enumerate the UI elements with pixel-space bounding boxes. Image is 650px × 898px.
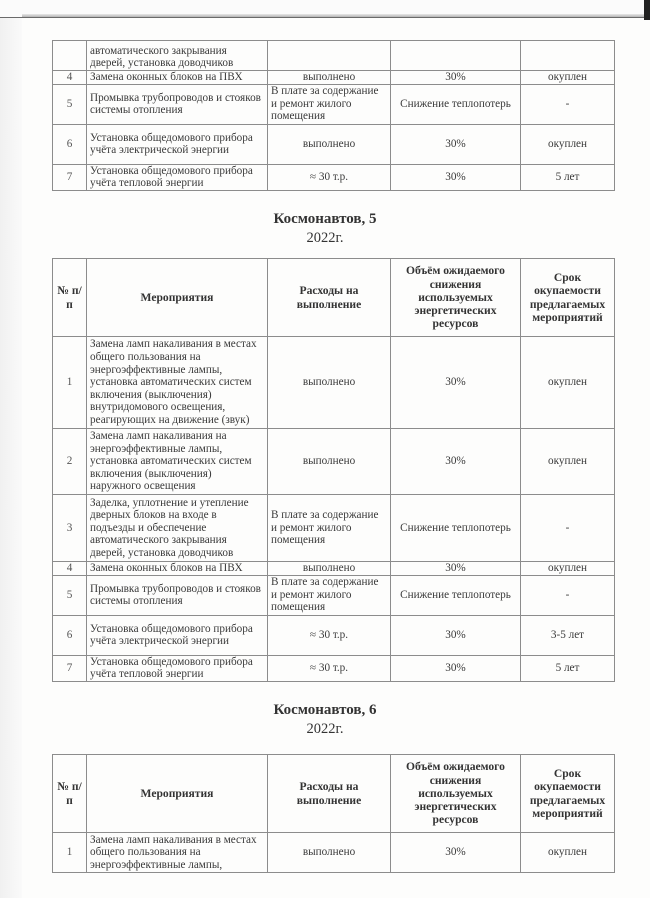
cell-payback: окуплен xyxy=(521,833,615,873)
header-num: № п/п xyxy=(53,259,87,337)
cell-reduction: Снижение теплопотерь xyxy=(391,575,521,615)
cell-cost: ≈ 30 т.р. xyxy=(268,615,391,655)
header-reduction: Объём ожидаемого снижения используемых энергетических ресурсов xyxy=(391,259,521,337)
header-payback: Срок окупаемости предлагаемых мероприятий xyxy=(521,259,615,337)
cell-num: 5 xyxy=(53,575,87,615)
header-reduction: Объём ожидаемого снижения используемых энергетических ресурсов xyxy=(391,755,521,833)
scan-corner xyxy=(644,0,650,20)
cell-num: 4 xyxy=(53,562,87,576)
table-row xyxy=(53,575,615,615)
table-row xyxy=(53,495,615,562)
cell-reduction: 30% xyxy=(391,429,521,495)
header-cost: Расходы на выполнение xyxy=(268,259,391,337)
cell-measure: Установка общедомового прибора учёта электрической энергии xyxy=(87,124,268,164)
section-year: 2022г. xyxy=(306,230,344,246)
table-header-row xyxy=(53,755,615,833)
cell-num: 7 xyxy=(53,164,87,190)
cell-measure: Установка общедомового прибора учёта электрической энергии xyxy=(87,615,268,655)
cell-num: 3 xyxy=(53,495,87,562)
table-row xyxy=(53,337,615,429)
cell-measure: Установка общедомового прибора учёта тепловой энергии xyxy=(87,164,268,190)
table-kosmonavtov-5 xyxy=(52,258,615,682)
cell-payback: окуплен xyxy=(521,562,615,576)
cell-measure: Замена ламп накаливания в местах общего пользования на энергоэффективные лампы, xyxy=(87,833,268,873)
cell-cost: выполнено xyxy=(268,337,391,429)
cell-reduction: 30% xyxy=(391,615,521,655)
cell-num: 1 xyxy=(53,833,87,873)
cell-num: 4 xyxy=(53,71,87,85)
header-measure: Мероприятия xyxy=(87,755,268,833)
section-title: Космонавтов, 5 xyxy=(273,211,377,227)
cell-measure: Замена оконных блоков на ПВХ xyxy=(87,71,268,85)
cell-payback: окуплен xyxy=(521,429,615,495)
cell-payback: окуплен xyxy=(521,337,615,429)
scan-top-shadow xyxy=(22,14,650,17)
table-header-row xyxy=(53,259,615,337)
table-row xyxy=(53,41,615,71)
cell-reduction: 30% xyxy=(391,124,521,164)
cell-payback: 5 лет xyxy=(521,655,615,681)
cell-payback: - xyxy=(521,575,615,615)
table-row xyxy=(53,84,615,124)
table-kosmonavtov-6 xyxy=(52,754,615,873)
cell-cost: выполнено xyxy=(268,429,391,495)
cell-reduction: 30% xyxy=(391,71,521,85)
cell-cost: ≈ 30 т.р. xyxy=(268,164,391,190)
table-row xyxy=(53,164,615,190)
cell-reduction: 30% xyxy=(391,337,521,429)
table-row xyxy=(53,71,615,85)
cell-cost: ≈ 30 т.р. xyxy=(268,655,391,681)
cell-payback: 3-5 лет xyxy=(521,615,615,655)
cell-num: 6 xyxy=(53,124,87,164)
cell-payback: - xyxy=(521,84,615,124)
cell-cost: выполнено xyxy=(268,71,391,85)
cell-cost xyxy=(268,41,391,71)
section-year: 2022г. xyxy=(306,721,344,737)
cell-cost: В плате за содержание и ремонт жилого помещения xyxy=(268,84,391,124)
cell-reduction: 30% xyxy=(391,655,521,681)
cell-payback: окуплен xyxy=(521,124,615,164)
scan-left-edge xyxy=(0,17,22,898)
header-measure: Мероприятия xyxy=(87,259,268,337)
cell-payback: окуплен xyxy=(521,71,615,85)
table-row xyxy=(53,429,615,495)
cell-reduction: 30% xyxy=(391,562,521,576)
header-payback: Срок окупаемости предлагаемых мероприятий xyxy=(521,755,615,833)
cell-cost: В плате за содержание и ремонт жилого помещения xyxy=(268,495,391,562)
cell-num: 1 xyxy=(53,337,87,429)
cell-reduction: Снижение теплопотерь xyxy=(391,84,521,124)
cell-reduction: 30% xyxy=(391,833,521,873)
cell-num: 6 xyxy=(53,615,87,655)
cell-measure: автоматического закрывания дверей, установка доводчиков xyxy=(87,41,268,71)
cell-measure: Замена ламп накаливания в местах общего пользования на энергоэффективные лампы, установка автоматических систем включения (выключения) внутридомового освещения, реагирующих на движение (звук) xyxy=(87,337,268,429)
cell-payback: - xyxy=(521,495,615,562)
cell-cost: выполнено xyxy=(268,833,391,873)
header-cost: Расходы на выполнение xyxy=(268,755,391,833)
table-previous-continued xyxy=(52,40,615,191)
section-title: Космонавтов, 6 xyxy=(273,702,377,718)
cell-measure: Замена ламп накаливания на энергоэффективные лампы, установка автоматических систем включения (выключения) наружного освещения xyxy=(87,429,268,495)
cell-cost: выполнено xyxy=(268,124,391,164)
header-num: № п/п xyxy=(53,755,87,833)
cell-reduction: Снижение теплопотерь xyxy=(391,495,521,562)
cell-num: 5 xyxy=(53,84,87,124)
cell-reduction xyxy=(391,41,521,71)
table-row xyxy=(53,562,615,576)
cell-num: 7 xyxy=(53,655,87,681)
cell-measure: Замена оконных блоков на ПВХ xyxy=(87,562,268,576)
cell-cost: выполнено xyxy=(268,562,391,576)
cell-num xyxy=(53,41,87,71)
table-row xyxy=(53,124,615,164)
cell-reduction: 30% xyxy=(391,164,521,190)
cell-measure: Промывка трубопроводов и стояков системы отопления xyxy=(87,575,268,615)
table-row xyxy=(53,833,615,873)
table-row xyxy=(53,655,615,681)
cell-measure: Промывка трубопроводов и стояков системы отопления xyxy=(87,84,268,124)
cell-payback xyxy=(521,41,615,71)
cell-measure: Установка общедомового прибора учёта тепловой энергии xyxy=(87,655,268,681)
cell-num: 2 xyxy=(53,429,87,495)
cell-cost: В плате за содержание и ремонт жилого помещения xyxy=(268,575,391,615)
table-row xyxy=(53,615,615,655)
cell-measure: Заделка, уплотнение и утепление дверных блоков на входе в подъезды и обеспечение автоматического закрывания дверей, установка доводчиков xyxy=(87,495,268,562)
cell-payback: 5 лет xyxy=(521,164,615,190)
